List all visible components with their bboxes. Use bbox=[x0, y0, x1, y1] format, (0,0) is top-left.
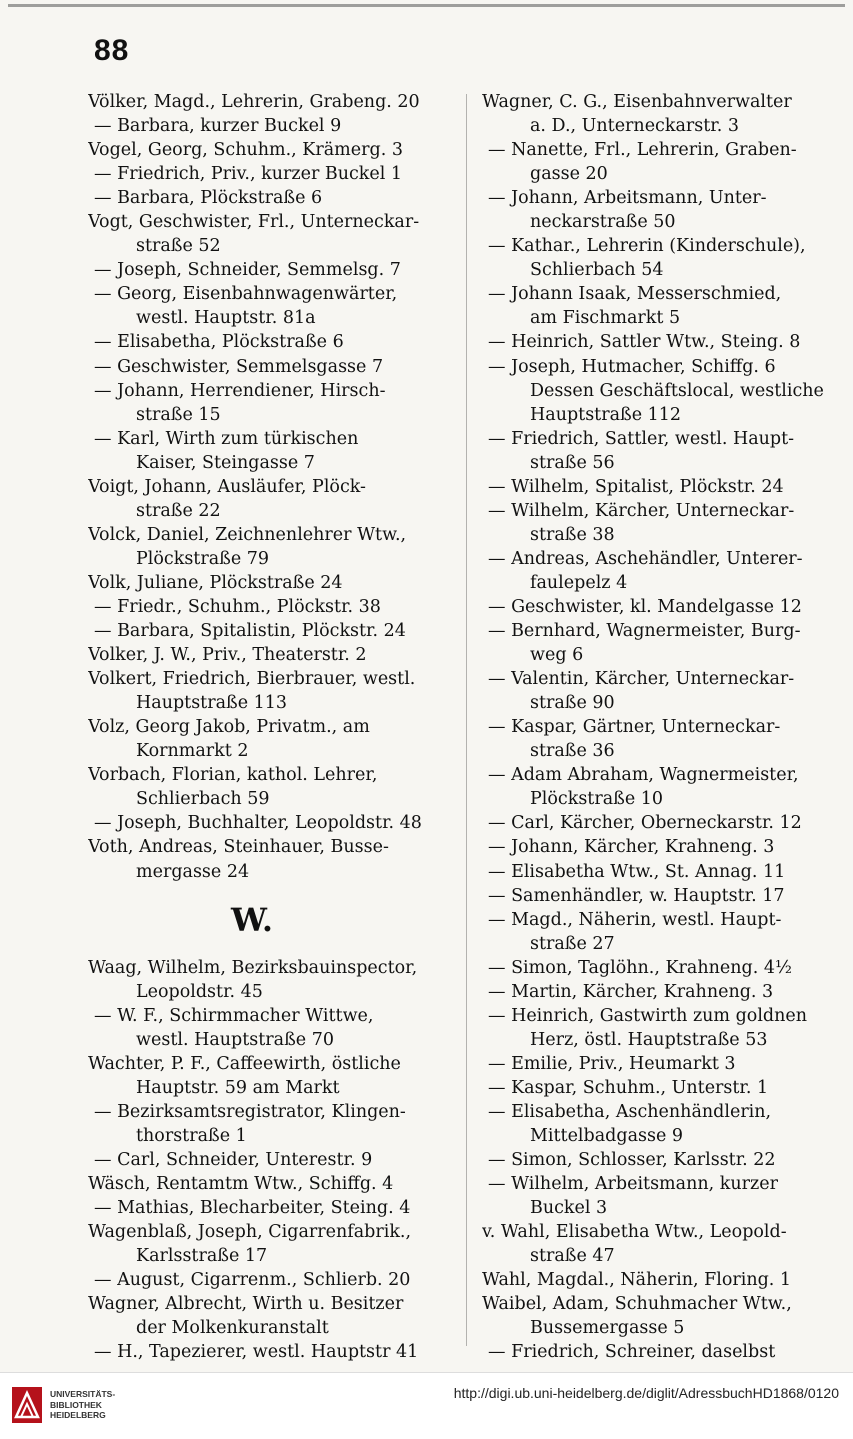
entry-line: — H., Tapezierer, westl. Hauptstr 41 bbox=[94, 1342, 419, 1363]
directory-entry bbox=[88, 835, 456, 883]
directory-entry bbox=[88, 571, 456, 595]
entry-line: — Bezirksamtsregistrator, Klingen- bbox=[94, 1101, 406, 1122]
entry-continuation-line: der Molkenkuranstalt bbox=[136, 1318, 329, 1339]
entry-line: — Valentin, Kärcher, Unterneckar- bbox=[488, 669, 795, 690]
directory-entry bbox=[482, 1172, 850, 1220]
entry-line: — Friedrich, Schreiner, daselbst bbox=[488, 1342, 776, 1363]
directory-entry bbox=[88, 475, 456, 523]
directory-entry bbox=[482, 282, 850, 330]
right-column bbox=[482, 90, 850, 1364]
entry-continuation-line: Plöckstraße 79 bbox=[136, 548, 270, 569]
entry-line: Vogel, Georg, Schuhm., Krämerg. 3 bbox=[88, 140, 403, 161]
entry-continuation-line: straße 15 bbox=[136, 404, 221, 425]
entry-continuation-line: Hauptstraße 112 bbox=[530, 404, 682, 425]
entry-line: v. Wahl, Elisabetha Wtw., Leopold- bbox=[482, 1222, 787, 1243]
directory-entry bbox=[482, 90, 850, 138]
entry-line: — Wilhelm, Kärcher, Unterneckar- bbox=[488, 500, 795, 521]
entry-line: Wahl, Magdal., Näherin, Floring. 1 bbox=[482, 1270, 792, 1291]
directory-entry bbox=[482, 499, 850, 547]
entry-continuation-line: Leopoldstr. 45 bbox=[136, 981, 263, 1002]
entry-continuation-line: thorstraße 1 bbox=[136, 1125, 247, 1146]
entry-line: — Johann, Herrendiener, Hirsch- bbox=[94, 380, 386, 401]
entry-line: Völker, Magd., Lehrerin, Grabeng. 20 bbox=[88, 92, 420, 112]
entry-line: — Friedrich, Priv., kurzer Buckel 1 bbox=[94, 164, 403, 185]
entry-line: Voigt, Johann, Ausläufer, Plöck- bbox=[88, 476, 366, 497]
entry-continuation-line: Herz, östl. Hauptstraße 53 bbox=[530, 1029, 768, 1050]
entry-continuation-line: faulepelz 4 bbox=[530, 572, 628, 593]
entry-continuation-line: Kornmarkt 2 bbox=[136, 741, 249, 762]
entry-continuation-line: straße 27 bbox=[530, 933, 615, 954]
directory-entry bbox=[482, 835, 850, 859]
entry-continuation-line: Karlsstraße 17 bbox=[136, 1246, 268, 1267]
directory-entry bbox=[88, 355, 456, 379]
section-letter-heading: W. bbox=[230, 900, 274, 939]
directory-entry bbox=[482, 619, 850, 667]
directory-entry bbox=[88, 138, 456, 162]
directory-entry bbox=[482, 1148, 850, 1172]
entry-line: — Friedrich, Sattler, westl. Haupt- bbox=[488, 428, 795, 449]
entry-line: — Carl, Kärcher, Oberneckarstr. 12 bbox=[488, 813, 802, 834]
directory-entry bbox=[88, 667, 456, 715]
entry-continuation-line: straße 22 bbox=[136, 500, 221, 521]
entry-line: — Bernhard, Wagnermeister, Burg- bbox=[488, 621, 801, 642]
directory-entry bbox=[482, 427, 850, 475]
entry-continuation-line: gasse 20 bbox=[530, 164, 608, 185]
directory-entry bbox=[88, 210, 456, 258]
directory-entry bbox=[88, 643, 456, 667]
library-logo-icon bbox=[12, 1387, 42, 1423]
entry-line: — Carl, Schneider, Unterestr. 9 bbox=[94, 1149, 373, 1170]
entry-continuation-line: straße 56 bbox=[530, 452, 615, 473]
directory-entry bbox=[482, 330, 850, 354]
directory-entry bbox=[88, 162, 456, 186]
entry-line: — Geschwister, Semmelsgasse 7 bbox=[94, 356, 384, 377]
directory-entry bbox=[482, 884, 850, 908]
entry-line: Volz, Georg Jakob, Privatm., am bbox=[88, 717, 370, 738]
logo-line: HEIDELBERG bbox=[50, 1410, 106, 1420]
directory-entry bbox=[482, 811, 850, 835]
source-url-link[interactable]: http://digi.ub.uni-heidelberg.de/diglit/AdressbuchHD1868/0120 bbox=[453, 1385, 839, 1401]
entry-line: Vogt, Geschwister, Frl., Unterneckar- bbox=[88, 212, 420, 233]
directory-entry bbox=[482, 547, 850, 595]
directory-entry bbox=[88, 1340, 456, 1364]
directory-entry bbox=[482, 667, 850, 715]
page-edge-line bbox=[8, 4, 845, 7]
viewer-footer bbox=[0, 1372, 853, 1439]
entry-continuation-line: Schlierbach 59 bbox=[136, 789, 270, 810]
entry-continuation-line: Bussemergasse 5 bbox=[530, 1318, 685, 1339]
directory-entry bbox=[88, 763, 456, 811]
directory-entry bbox=[482, 956, 850, 980]
entry-line: Wagner, C. G., Eisenbahnverwalter bbox=[482, 92, 792, 112]
directory-entry bbox=[88, 1292, 456, 1340]
entry-line: — Elisabetha, Aschenhändlerin, bbox=[488, 1101, 772, 1122]
entry-continuation-line: westl. Hauptstr. 81a bbox=[136, 308, 316, 329]
entry-line: Wachter, P. F., Caffeewirth, östliche bbox=[88, 1053, 401, 1074]
entry-line: — Andreas, Aschehändler, Unterer- bbox=[488, 548, 803, 569]
entry-line: — Adam Abraham, Wagnermeister, bbox=[488, 765, 799, 786]
directory-entry bbox=[482, 715, 850, 763]
entry-line: — Wilhelm, Arbeitsmann, kurzer bbox=[488, 1174, 778, 1195]
logo-line: BIBLIOTHEK bbox=[50, 1399, 102, 1410]
entry-line: — Wilhelm, Spitalist, Plöckstr. 24 bbox=[488, 476, 784, 497]
directory-entry bbox=[88, 186, 456, 210]
directory-entry bbox=[482, 908, 850, 956]
directory-entry bbox=[88, 1148, 456, 1172]
directory-entry bbox=[88, 90, 456, 114]
directory-entry bbox=[482, 138, 850, 186]
directory-entry bbox=[88, 1052, 456, 1100]
logo-line: UNIVERSITÄTS- bbox=[50, 1389, 116, 1399]
directory-entry bbox=[482, 860, 850, 884]
entry-line: — Johann, Arbeitsmann, Unter- bbox=[488, 188, 767, 209]
entry-continuation-line: straße 52 bbox=[136, 236, 221, 257]
directory-entry bbox=[88, 1220, 456, 1268]
directory-entry bbox=[482, 1268, 850, 1292]
entry-line: — Barbara, Plöckstraße 6 bbox=[94, 188, 323, 209]
directory-entry bbox=[482, 1052, 850, 1076]
directory-entry bbox=[88, 379, 456, 427]
entry-continuation-line: weg 6 bbox=[530, 645, 584, 666]
directory-entry bbox=[482, 595, 850, 619]
entry-continuation-line: Buckel 3 bbox=[530, 1198, 608, 1219]
page-number: 88 bbox=[94, 34, 130, 67]
entry-line: — Nanette, Frl., Lehrerin, Graben- bbox=[488, 140, 797, 161]
directory-entry bbox=[482, 234, 850, 282]
entry-line: Wagner, Albrecht, Wirth u. Besitzer bbox=[88, 1294, 404, 1315]
entry-line: — Magd., Näherin, westl. Haupt- bbox=[488, 909, 782, 930]
entry-line: — Martin, Kärcher, Krahneng. 3 bbox=[488, 981, 774, 1002]
entry-line: Volkert, Friedrich, Bierbrauer, westl. bbox=[88, 669, 416, 690]
directory-entry bbox=[88, 619, 456, 643]
entry-continuation-line: straße 90 bbox=[530, 693, 615, 714]
entry-line: — Joseph, Hutmacher, Schiffg. 6 bbox=[488, 356, 776, 377]
entry-line: — Joseph, Schneider, Semmelsg. 7 bbox=[94, 260, 401, 281]
directory-entry bbox=[482, 1292, 850, 1340]
entry-line: Wagenblaß, Joseph, Cigarrenfabrik., bbox=[88, 1222, 412, 1243]
left-column bbox=[88, 90, 456, 1364]
entry-line: Voth, Andreas, Steinhauer, Busse- bbox=[88, 837, 389, 858]
directory-entry bbox=[88, 956, 456, 1004]
directory-entry bbox=[482, 1100, 850, 1148]
entry-line: — Johann Isaak, Messerschmied, bbox=[488, 284, 782, 305]
directory-entry bbox=[88, 427, 456, 475]
entry-line: — Johann, Kärcher, Krahneng. 3 bbox=[488, 837, 775, 858]
entry-line: — Kaspar, Gärtner, Unterneckar- bbox=[488, 717, 781, 738]
entry-line: — Heinrich, Gastwirth zum goldnen bbox=[488, 1005, 808, 1026]
entry-line: — Georg, Eisenbahnwagenwärter, bbox=[94, 284, 398, 305]
directory-entry bbox=[482, 763, 850, 811]
directory-entry bbox=[482, 980, 850, 1004]
directory-entry bbox=[88, 715, 456, 763]
directory-entry bbox=[88, 1268, 456, 1292]
entry-line: — Kaspar, Schuhm., Unterstr. 1 bbox=[488, 1077, 769, 1098]
directory-entry bbox=[482, 1076, 850, 1100]
entry-line: — Elisabetha, Plöckstraße 6 bbox=[94, 332, 344, 353]
directory-entry bbox=[482, 475, 850, 499]
entry-continuation-line: Mittelbadgasse 9 bbox=[530, 1126, 684, 1147]
entry-line: — W. F., Schirmmacher Wittwe, bbox=[94, 1005, 374, 1026]
entry-continuation-line: Plöckstraße 10 bbox=[530, 789, 664, 810]
entry-line: — Friedr., Schuhm., Plöckstr. 38 bbox=[94, 596, 381, 617]
entry-continuation-line: straße 47 bbox=[530, 1246, 615, 1267]
directory-entry bbox=[88, 523, 456, 571]
library-logo-text bbox=[50, 1389, 115, 1421]
entry-continuation-line: Hauptstraße 113 bbox=[136, 693, 288, 714]
entry-continuation-line: Kaiser, Steingasse 7 bbox=[136, 452, 315, 473]
directory-entry bbox=[88, 282, 456, 330]
directory-entry bbox=[482, 355, 850, 427]
entry-line: Volk, Juliane, Plöckstraße 24 bbox=[88, 572, 343, 593]
entry-continuation-line: Hauptstr. 59 am Markt bbox=[136, 1077, 340, 1098]
directory-entry bbox=[482, 186, 850, 234]
entry-continuation-line: Schlierbach 54 bbox=[530, 260, 664, 281]
entry-line: — Geschwister, kl. Mandelgasse 12 bbox=[488, 596, 802, 617]
entry-line: — Heinrich, Sattler Wtw., Steing. 8 bbox=[488, 332, 801, 353]
entry-line: — August, Cigarrenm., Schlierb. 20 bbox=[94, 1270, 411, 1291]
entry-line: Waag, Wilhelm, Bezirksbauinspector, bbox=[88, 957, 418, 978]
directory-entry bbox=[88, 811, 456, 835]
entry-continuation-line: a. D., Unterneckarstr. 3 bbox=[530, 116, 739, 137]
entry-line: — Simon, Taglöhn., Krahneng. 4½ bbox=[488, 957, 792, 978]
directory-entry bbox=[88, 258, 456, 282]
entry-line: — Samenhändler, w. Hauptstr. 17 bbox=[488, 885, 785, 906]
entry-line: — Mathias, Blecharbeiter, Steing. 4 bbox=[94, 1198, 411, 1219]
directory-entry bbox=[88, 330, 456, 354]
entry-line: — Barbara, kurzer Buckel 9 bbox=[94, 116, 342, 137]
directory-entry bbox=[88, 1172, 456, 1196]
directory-entry bbox=[88, 595, 456, 619]
entry-continuation-line: Dessen Geschäftslocal, westliche bbox=[530, 380, 824, 401]
entry-line: — Simon, Schlosser, Karlsstr. 22 bbox=[488, 1150, 776, 1171]
entry-line: Waibel, Adam, Schuhmacher Wtw., bbox=[482, 1294, 792, 1315]
entry-continuation-line: mergasse 24 bbox=[136, 861, 250, 882]
entry-line: — Kathar., Lehrerin (Kinderschule), bbox=[488, 236, 806, 257]
entry-line: — Elisabetha Wtw., St. Annag. 11 bbox=[488, 861, 786, 882]
directory-entry bbox=[88, 1196, 456, 1220]
column-divider bbox=[466, 94, 467, 1346]
directory-entry bbox=[482, 1220, 850, 1268]
entry-continuation-line: straße 36 bbox=[530, 741, 615, 762]
directory-entry bbox=[88, 114, 456, 138]
directory-entry bbox=[482, 1340, 850, 1364]
directory-entry bbox=[482, 1004, 850, 1052]
entry-line: — Karl, Wirth zum türkischen bbox=[94, 428, 359, 449]
entry-continuation-line: am Fischmarkt 5 bbox=[530, 308, 681, 329]
entry-line: Wäsch, Rentamtm Wtw., Schiffg. 4 bbox=[88, 1173, 394, 1194]
entry-line: — Joseph, Buchhalter, Leopoldstr. 48 bbox=[94, 813, 422, 834]
entry-line: Volck, Daniel, Zeichnenlehrer Wtw., bbox=[88, 524, 407, 545]
directory-entry bbox=[88, 1004, 456, 1052]
directory-entry bbox=[88, 1100, 456, 1148]
entry-line: — Emilie, Priv., Heumarkt 3 bbox=[488, 1053, 736, 1074]
entry-continuation-line: westl. Hauptstraße 70 bbox=[136, 1029, 334, 1050]
entry-continuation-line: neckarstraße 50 bbox=[530, 212, 676, 233]
entry-line: — Barbara, Spitalistin, Plöckstr. 24 bbox=[94, 621, 406, 642]
entry-continuation-line: straße 38 bbox=[530, 524, 615, 545]
entry-line: Vorbach, Florian, kathol. Lehrer, bbox=[88, 765, 378, 786]
entry-line: Volker, J. W., Priv., Theaterstr. 2 bbox=[88, 645, 367, 666]
